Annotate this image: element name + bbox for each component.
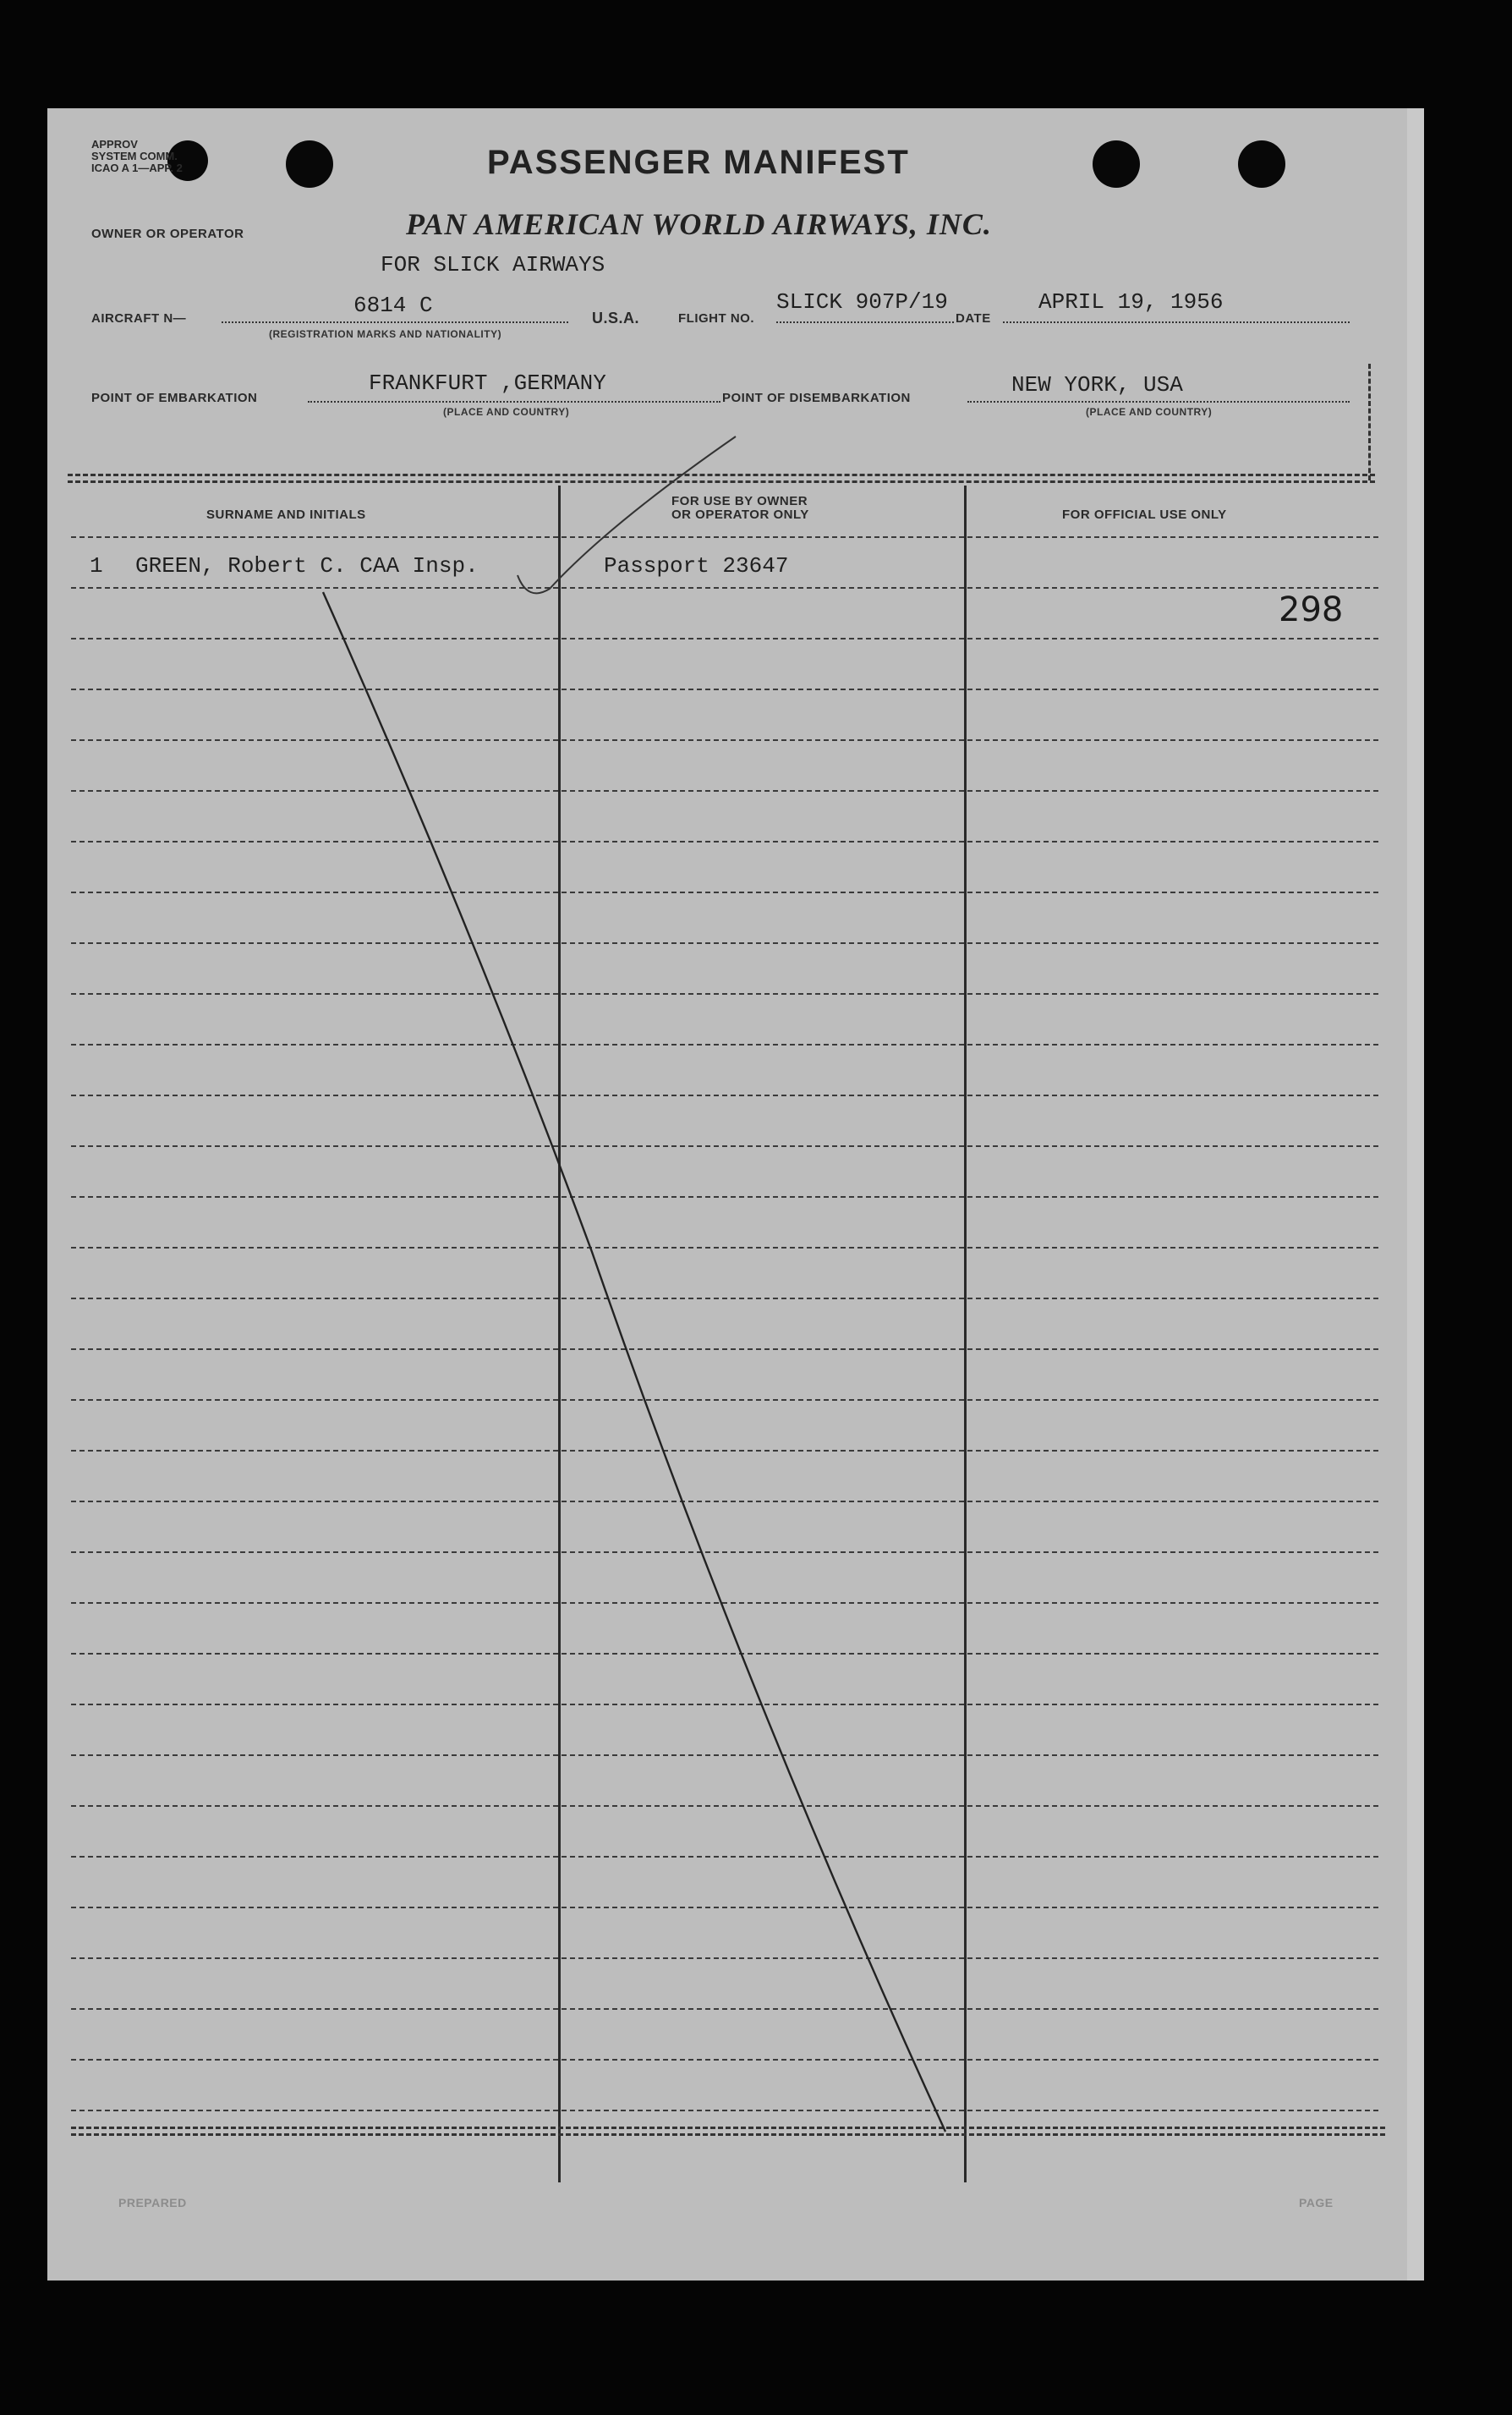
row-surname: GREEN, Robert C. CAA Insp. (135, 553, 479, 579)
footer-prepared: PREPARED (118, 2196, 187, 2209)
aircraft-label: AIRCRAFT N— (91, 311, 187, 326)
owner-note: FOR SLICK AIRWAYS (381, 252, 605, 277)
approval-line: APPROV (91, 138, 138, 151)
strike-line (323, 592, 945, 2132)
flight-label: FLIGHT NO. (678, 311, 754, 326)
registration-caption: (REGISTRATION MARKS AND NATIONALITY) (269, 328, 502, 340)
col-header-owner-line2: OR OPERATOR ONLY (671, 508, 809, 522)
date-label: DATE (956, 311, 991, 326)
disembark-value: NEW YORK, USA (1011, 372, 1183, 398)
usa-label: U.S.A. (592, 310, 640, 327)
col-header-owner-line1: FOR USE BY OWNER (671, 494, 808, 508)
approval-line: ICAO A 1—APP. 2 (91, 162, 183, 174)
disembark-label: POINT OF DISEMBARKATION (722, 391, 911, 405)
col-header-official: FOR OFFICIAL USE ONLY (1062, 508, 1227, 522)
official-number: 298 (1279, 590, 1344, 629)
date-value: APRIL 19, 1956 (1038, 289, 1224, 315)
col-header-surname: SURNAME AND INITIALS (206, 508, 366, 522)
approval-line: SYSTEM COMM. (91, 150, 178, 162)
footer-page: PAGE (1299, 2196, 1334, 2209)
embark-label: POINT OF EMBARKATION (91, 391, 258, 405)
disembark-place-caption: (PLACE AND COUNTRY) (1086, 406, 1213, 418)
row-owner-use: Passport 23647 (604, 553, 789, 579)
aircraft-value: 6814 C (353, 293, 433, 318)
embark-place-caption: (PLACE AND COUNTRY) (443, 406, 570, 418)
row-number: 1 (90, 553, 103, 579)
check-mark (518, 436, 736, 593)
flight-value: SLICK 907P/19 (776, 289, 948, 315)
embark-value: FRANKFURT ,GERMANY (369, 370, 606, 396)
owner-label: OWNER OR OPERATOR (91, 227, 244, 241)
form-title: PASSENGER MANIFEST (487, 144, 910, 181)
owner-name: PAN AMERICAN WORLD AIRWAYS, INC. (406, 207, 992, 241)
